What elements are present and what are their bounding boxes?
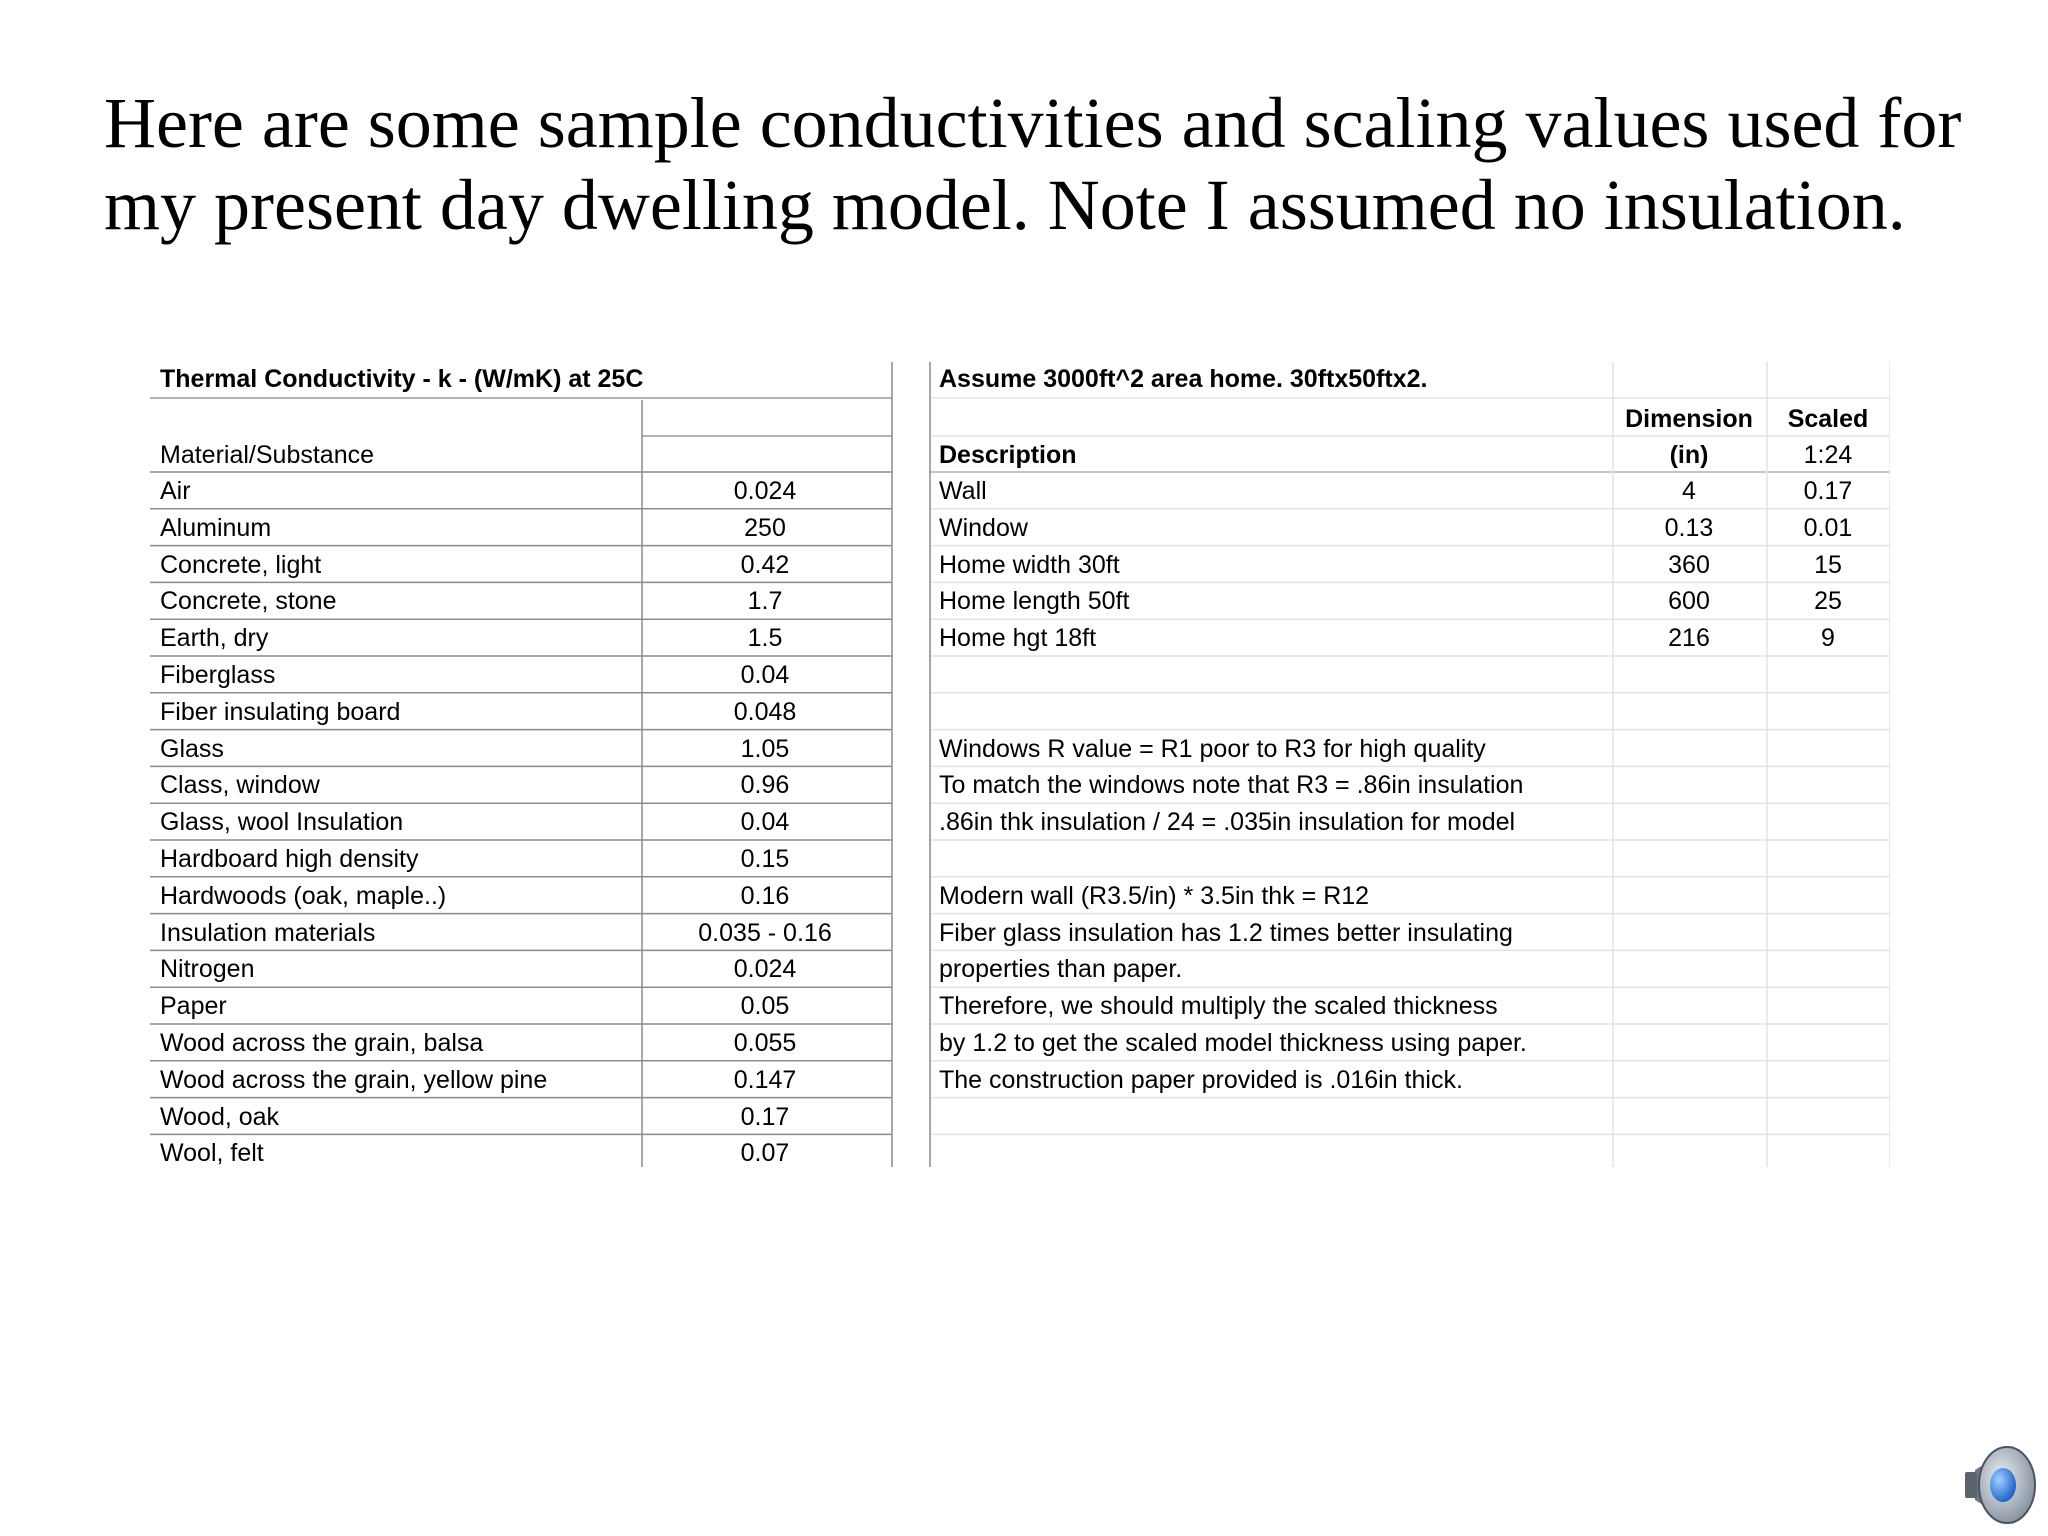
conductivity-cell: 0.04 <box>740 808 790 837</box>
right-table-title: Assume 3000ft^2 area home. 30ftx50ftx2. <box>939 365 1428 393</box>
conductivity-cell: 0.15 <box>740 845 790 873</box>
slide-title-line-1: Here are some sample conductivities and scaling values used for <box>104 83 1962 163</box>
scaled-cell <box>1767 1063 1889 1097</box>
conductivity-cell: 0.04 <box>740 661 790 689</box>
dimension-unit-header: (in) <box>1669 441 1709 469</box>
conductivity-cell: 0.96 <box>740 771 790 800</box>
description-cell: Therefore, we should multiply the scaled thickness <box>939 992 1498 1021</box>
dimension-cell: 0.13 <box>1664 513 1714 542</box>
scaled-cell <box>1767 1100 1889 1134</box>
scaled-cell: 9 <box>1821 624 1835 653</box>
dimension-cell: 216 <box>1668 624 1710 653</box>
material-cell: Glass, wool Insulation <box>160 808 404 837</box>
dimension-column-header: Dimension <box>1625 405 1753 433</box>
scaled-cell <box>1767 1136 1889 1170</box>
dimension-cell <box>1613 879 1765 913</box>
dimension-cell <box>1613 805 1765 839</box>
description-cell: Modern wall (R3.5/in) * 3.5in thk = R12 <box>939 881 1370 910</box>
material-cell: Paper <box>160 992 227 1021</box>
slide-title-line-2: my present day dwelling model. Note I assumed no insulation. <box>104 165 1906 245</box>
scaled-cell <box>1767 916 1889 950</box>
material-cell: Aluminum <box>160 513 272 542</box>
dimension-cell <box>1613 1136 1765 1170</box>
dimension-cell <box>1613 768 1765 802</box>
conductivity-cell: 0.048 <box>733 697 797 726</box>
material-cell: Concrete, light <box>160 550 322 579</box>
description-cell: by 1.2 to get the scaled model thickness using paper. <box>939 1029 1527 1057</box>
material-cell: Class, window <box>160 771 320 800</box>
scaled-cell: 15 <box>1814 550 1842 579</box>
material-cell: Wool, felt <box>160 1139 264 1168</box>
material-cell: Insulation materials <box>160 918 376 947</box>
material-cell: Concrete, stone <box>160 587 337 616</box>
material-cell: Nitrogen <box>160 955 255 984</box>
dimension-cell: 4 <box>1682 477 1696 505</box>
description-cell: The construction paper provided is .016in thick. <box>939 1065 1463 1094</box>
description-cell: Home length 50ft <box>939 587 1130 616</box>
description-cell: Window <box>939 513 1028 542</box>
dimension-cell: 600 <box>1668 587 1710 616</box>
scaled-cell: 0.17 <box>1803 477 1853 505</box>
scale-ratio-header: 1:24 <box>1803 441 1853 469</box>
scaled-cell <box>1767 879 1889 913</box>
dimension-cell: 360 <box>1668 550 1710 579</box>
scaled-cell: 0.01 <box>1803 513 1853 542</box>
conductivity-cell: 1.7 <box>747 587 783 616</box>
speaker-icon[interactable] <box>1955 1440 2045 1530</box>
scaled-cell <box>1767 989 1889 1023</box>
dimension-cell <box>1613 732 1765 766</box>
dimension-cell <box>1613 916 1765 950</box>
description-cell: properties than paper. <box>939 955 1183 984</box>
dimension-cell <box>1613 695 1765 729</box>
material-cell: Fiber insulating board <box>160 697 401 726</box>
conductivity-cell: 1.5 <box>747 624 783 653</box>
scaled-cell <box>1767 805 1889 839</box>
dimension-cell <box>1613 1026 1765 1060</box>
description-cell: Home hgt 18ft <box>939 624 1097 653</box>
scaled-cell <box>1767 1026 1889 1060</box>
material-cell: Earth, dry <box>160 624 269 653</box>
slide-title <box>104 82 1964 246</box>
dimension-cell <box>1613 658 1765 692</box>
conductivity-cell: 250 <box>744 513 786 542</box>
description-cell: .86in thk insulation / 24 = .035in insulation for model <box>939 808 1516 837</box>
scaled-cell <box>1767 658 1889 692</box>
scaled-cell <box>1767 695 1889 729</box>
dimension-cell <box>1613 952 1765 986</box>
conductivity-cell: 0.055 <box>733 1029 797 1057</box>
material-cell: Air <box>160 477 191 505</box>
description-cell: Wall <box>939 477 987 505</box>
conductivity-cell: 1.05 <box>740 734 790 763</box>
material-cell: Wood across the grain, balsa <box>160 1029 484 1057</box>
dimension-cell <box>1613 1063 1765 1097</box>
material-cell: Wood across the grain, yellow pine <box>160 1065 548 1094</box>
description-cell: Windows R value = R1 poor to R3 for high quality <box>939 734 1486 763</box>
description-cell: To match the windows note that R3 = .86in insulation <box>939 771 1524 800</box>
scaled-cell <box>1767 952 1889 986</box>
conductivity-cell: 0.05 <box>740 992 790 1021</box>
left-table-title: Thermal Conductivity - k - (W/mK) at 25C <box>160 365 644 393</box>
conductivity-cell: 0.147 <box>733 1065 797 1094</box>
dimension-cell <box>1613 989 1765 1023</box>
material-cell: Glass <box>160 734 224 763</box>
material-cell: Hardwoods (oak, maple..) <box>160 881 447 910</box>
material-cell: Hardboard high density <box>160 845 419 873</box>
scaled-cell: 25 <box>1814 587 1842 616</box>
material-column-header: Material/Substance <box>160 441 375 469</box>
dimension-cell <box>1613 842 1765 876</box>
description-cell: Fiber glass insulation has 1.2 times better insulating <box>939 918 1513 947</box>
scaled-cell <box>1767 732 1889 766</box>
scaled-cell <box>1767 768 1889 802</box>
scaled-column-header: Scaled <box>1787 405 1869 433</box>
material-cell: Wood, oak <box>160 1102 280 1131</box>
description-column-header: Description <box>939 441 1077 469</box>
dimension-cell <box>1613 1100 1765 1134</box>
scaled-cell <box>1767 842 1889 876</box>
material-cell: Fiberglass <box>160 661 276 689</box>
conductivity-cell: 0.42 <box>740 550 790 579</box>
conductivity-cell: 0.17 <box>740 1102 790 1131</box>
conductivity-cell: 0.035 - 0.16 <box>698 918 832 947</box>
conductivity-cell: 0.024 <box>733 477 797 505</box>
description-cell: Home width 30ft <box>939 550 1120 579</box>
spreadsheet-table <box>150 362 1890 1167</box>
conductivity-cell: 0.16 <box>740 881 790 910</box>
conductivity-cell: 0.024 <box>733 955 797 984</box>
conductivity-cell: 0.07 <box>740 1139 790 1168</box>
